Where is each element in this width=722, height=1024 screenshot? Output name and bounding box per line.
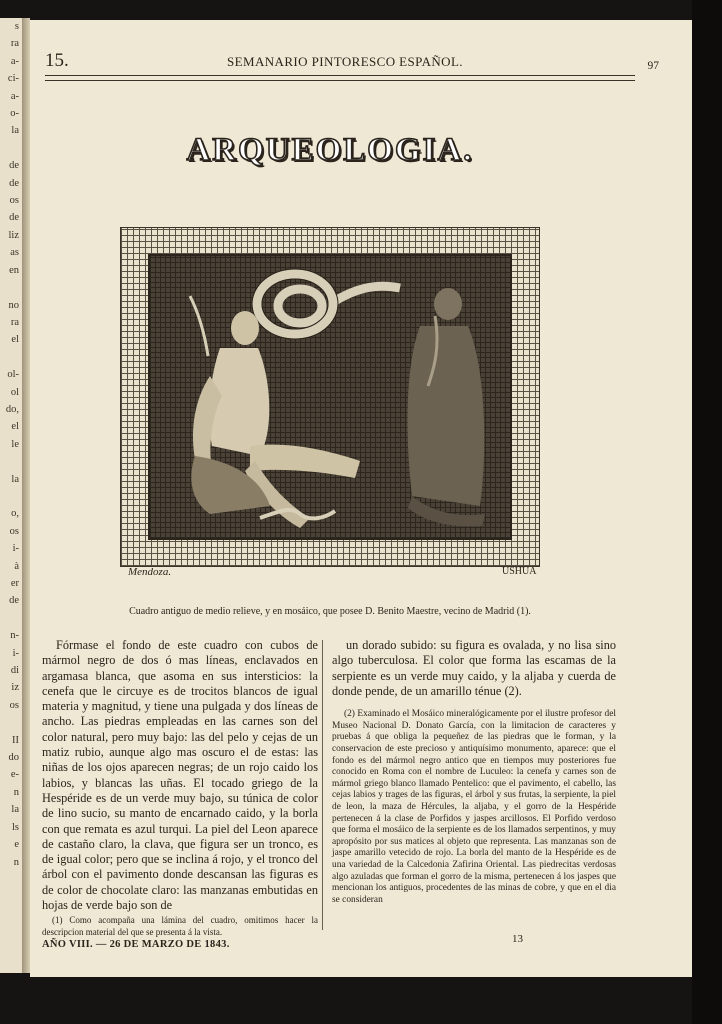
left-margin-fragment: no <box>8 299 19 311</box>
left-margin-fragment: de <box>9 160 19 172</box>
left-margin-fragment: n <box>13 856 19 868</box>
column-left <box>42 638 318 913</box>
left-margin-fragment: la <box>11 804 19 816</box>
left-margin-fragment: ol <box>10 386 19 398</box>
left-margin-fragment <box>0 488 22 505</box>
bow-strand <box>190 296 208 356</box>
left-margin-fragment: liz <box>8 229 19 241</box>
hesperide-figure <box>407 288 485 526</box>
mosaic-illustration <box>121 228 539 566</box>
body-paragraph: Fórmase el fondo de este cuadro con cubos de mármol negro de dos ó mas líneas, enclavados en argamasa blanca, que asoma en sus intersticios: la cenefa que le circuye es de trocitos blancos de igual materia y magnitud, y tiene una pulgada y dos líneas de ancho. Las piedras empleadas en las carnes son del color natural, pero muy bajo: las del pelo y cejas de un matiz rubio, aunque algo mas oscuro el de estas: las niñas de los ojos aparecen negras; de un rojo caido los labios, y blancas las uñas. El tocado griego de la Hespéride es de un verde muy bajo, su túnica de color de lino sucio, su manto de encarnado caido, y la borla con que remata es azul turqui. La piel del Leon aparece de castaño claro, la clava, que figura ser un tronco, es de igual color; pero que se inclina á rojo, y el tronco del árbol con el pavimento donde descansan las figuras es de color de chocolate claro: las manzanas embutidas en hojas de verde bajo son de <box>42 638 318 913</box>
left-margin-fragment: le <box>11 438 19 450</box>
left-margin-fragment <box>0 349 22 366</box>
left-margin-fragment: as <box>10 247 19 259</box>
running-title: SEMANARIO PINTORESCO ESPAÑOL. <box>227 54 463 69</box>
left-margin-fragment: ra <box>10 38 19 50</box>
left-margin-fragment: el <box>11 334 19 346</box>
page-number: 97 <box>647 60 659 72</box>
hercules-figure <box>191 311 360 528</box>
left-margin-fragment <box>0 610 22 627</box>
left-margin-fragment: à <box>14 560 19 572</box>
body-paragraph: un dorado subido: su figura es ovalada, y no lisa sino algo tuberculosa. El color que forma las escamas de la serpiente es un verde muy caido, y la aljaba y cuerda de donde pende, de un amarillo ténue (2). <box>332 638 616 698</box>
left-margin-fragment: di <box>10 665 19 677</box>
volume-date: AÑO VIII. — 26 DE MARZO DE 1843. <box>42 939 230 950</box>
left-margin-fragment: o, <box>11 508 19 520</box>
left-margin-fragment: n- <box>10 630 19 642</box>
page-header <box>45 50 659 74</box>
left-margin-fragment: n <box>13 786 19 798</box>
scan-background <box>692 0 722 1024</box>
newspaper-page <box>30 20 692 977</box>
left-margin-fragment: os <box>9 195 19 207</box>
left-margin-fragment: a- <box>10 55 19 67</box>
left-margin-fragment: la <box>11 125 19 137</box>
left-margin-fragment: de <box>9 177 19 189</box>
book-gutter <box>22 18 30 973</box>
left-margin-fragment <box>0 140 22 157</box>
left-margin-fragment: i- <box>12 647 19 659</box>
artist-signature: Mendoza. <box>128 566 172 578</box>
figure-caption: Cuadro antiguo de medio relieve, y en mosáico, que posee D. Benito Maestre, vecino de Madrid (1). <box>129 606 531 617</box>
header-rule <box>45 75 635 76</box>
footnote-1: (1) Como acompaña una lámina del cuadro, omitimos hacer la descripcion material del que se presenta á la vista. <box>42 915 318 937</box>
left-margin-fragment: os <box>9 525 19 537</box>
left-margin-fragment: iz <box>11 682 19 694</box>
left-margin-fragment: i- <box>12 543 19 555</box>
left-margin-fragment: s <box>14 21 19 32</box>
left-margin-fragment: ci- <box>7 73 19 85</box>
column-divider <box>322 640 323 930</box>
left-margin-fragment: de <box>9 595 19 607</box>
footnote-2: (2) Examinado el Mosáico mineralógicamente por el ilustre profesor del Museo Nacional D. Donato García, con la limitacion de caracteres y pruebas á que obliga la pequeñez de las piedras que le forman, y la conservacion de este precioso y antiquísimo monumento, aparece: que el fondo es del mármol negro antico que en tiempos muy posteriores fue conocido en Roma con el nombre de Luculeo: la cenefa y carnes son de mármol griego blanco llamado Pentelico: que el pavimento, el cabello, las cejas labios y trages de las figuras, el árbol y sus frutas, la serpiente, la piel de leon, la maza de Hércules, la aljaba, y el gorro de la Hespéride pertenecen á la clase de Porfidos y jaspes arcillosos. El Porfido verdoso que forma el mosáico de la serpiente es de los llamados serpentinos, y muy apropósito por sus matices al objeto que representa. Las manzanas son de jaspe amarillo vetecido de rojo. La borla del manto de la Hespéride es de una variedad de la Calcedonia Zafirina Oriental. Las piedrecitas verdosas algo azuladas que forman el gorro de la misma, pertenecen á los jaspes que mencionan los antiguos, procedentes de las minas de cobre, y que en el dia se consideran <box>332 709 616 905</box>
left-margin-fragment: la <box>11 473 19 485</box>
left-margin-fragment: el <box>11 421 19 433</box>
section-title: ARQUEOLOGIA. <box>186 132 474 168</box>
left-page-edge <box>0 18 23 973</box>
left-margin-fragment: e <box>14 839 19 851</box>
left-margin-fragment <box>0 714 22 731</box>
left-margin-fragment: er <box>10 578 19 589</box>
left-margin-fragment: ra <box>10 316 19 328</box>
left-margin-fragment: ls <box>11 821 19 833</box>
left-margin-fragment: II <box>12 734 19 746</box>
left-margin-fragment: ol- <box>7 369 19 381</box>
left-margin-fragment <box>0 453 22 470</box>
left-margin-fragment <box>0 279 22 296</box>
column-right <box>332 638 616 906</box>
left-margin-fragment: a- <box>10 90 19 102</box>
left-margin-fragment: en <box>9 264 19 276</box>
left-margin-fragment: de <box>9 212 19 224</box>
engraver-signature: USHUA <box>502 566 537 577</box>
left-margin-fragment: do <box>8 752 19 764</box>
header-rule-thin <box>45 80 635 81</box>
signature-mark: 13 <box>512 933 523 945</box>
mosaic-scene <box>148 254 512 540</box>
issue-number: 15. <box>45 50 69 71</box>
left-margin-fragment: os <box>9 699 19 711</box>
left-margin-fragment: e- <box>10 769 19 781</box>
mosaic-figures-drawing <box>150 256 510 538</box>
left-margin-fragment: o- <box>10 108 19 120</box>
left-margin-fragment: do, <box>5 403 19 415</box>
